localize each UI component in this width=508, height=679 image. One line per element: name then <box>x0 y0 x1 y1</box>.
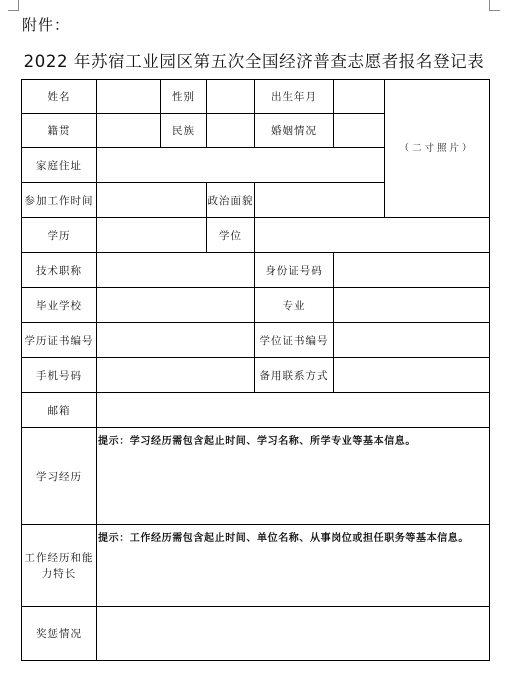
alt-contact-label: 备用联系方式 <box>255 358 334 393</box>
birth-field[interactable] <box>334 80 385 114</box>
table-row <box>22 288 490 323</box>
degree-cert-label: 学位证书编号 <box>255 323 334 358</box>
gender-label: 性别 <box>161 80 207 114</box>
work-history-hint: 提示：工作经历需包含起止时间、单位名称、从事岗位或担任职务等基本信息。 <box>98 533 469 544</box>
work-start-field[interactable] <box>97 183 207 218</box>
native-place-field[interactable] <box>97 114 161 148</box>
work-history-field[interactable] <box>97 525 490 607</box>
school-label: 毕业学校 <box>22 288 97 323</box>
photo-placeholder-label: （二寸照片） <box>399 143 475 154</box>
gender-field[interactable] <box>207 80 255 114</box>
work-start-label: 参加工作时间 <box>22 183 97 218</box>
awards-field[interactable] <box>97 607 490 661</box>
alt-contact-field[interactable] <box>334 358 490 393</box>
political-label: 政治面貌 <box>207 183 255 218</box>
email-label: 邮箱 <box>22 393 97 428</box>
name-field[interactable] <box>97 80 161 114</box>
native-place-label: 籍贯 <box>22 114 97 148</box>
photo-area[interactable] <box>385 80 490 218</box>
edu-cert-field[interactable] <box>97 323 255 358</box>
degree-field[interactable] <box>255 218 490 253</box>
birth-label: 出生年月 <box>255 80 334 114</box>
page-corner-mark-left <box>8 0 19 11</box>
marital-label: 婚姻情况 <box>255 114 334 148</box>
address-field[interactable] <box>97 148 385 183</box>
table-row <box>22 80 490 114</box>
education-label: 学历 <box>22 218 97 253</box>
phone-field[interactable] <box>97 358 255 393</box>
form-title: 2022 年苏宿工业园区第五次全国经济普查志愿者报名登记表 <box>23 52 485 71</box>
degree-cert-field[interactable] <box>334 323 490 358</box>
registration-form-table <box>21 79 490 661</box>
table-row <box>22 218 490 253</box>
attachment-label: 附件： <box>22 16 71 34</box>
table-row <box>22 358 490 393</box>
awards-label: 奖惩情况 <box>22 607 97 661</box>
phone-label: 手机号码 <box>22 358 97 393</box>
title-rank-label: 技术职称 <box>22 253 97 288</box>
work-history-label: 工作经历和能力特长 <box>24 551 94 580</box>
id-number-label: 身份证号码 <box>255 253 334 288</box>
name-label: 姓名 <box>22 80 97 114</box>
address-label: 家庭住址 <box>22 148 97 183</box>
page-corner-mark-right <box>489 0 500 11</box>
study-history-hint: 提示：学习经历需包含起止时间、学习名称、所学专业等基本信息。 <box>98 436 416 447</box>
edu-cert-label: 学历证书编号 <box>22 323 97 358</box>
table-row <box>22 607 490 661</box>
email-field[interactable] <box>97 393 490 428</box>
title-rank-field[interactable] <box>97 253 255 288</box>
table-row <box>22 428 490 525</box>
study-history-label: 学习经历 <box>22 428 97 525</box>
table-row <box>22 525 490 607</box>
major-field[interactable] <box>334 288 490 323</box>
political-field[interactable] <box>255 183 385 218</box>
table-row <box>22 323 490 358</box>
ethnicity-field[interactable] <box>207 114 255 148</box>
table-row <box>22 393 490 428</box>
table-row <box>22 253 490 288</box>
major-label: 专业 <box>255 288 334 323</box>
degree-label: 学位 <box>207 218 255 253</box>
study-history-field[interactable] <box>97 428 490 525</box>
education-field[interactable] <box>97 218 207 253</box>
ethnicity-label: 民族 <box>161 114 207 148</box>
work-history-label-cell <box>22 525 97 607</box>
school-field[interactable] <box>97 288 255 323</box>
id-number-field[interactable] <box>334 253 490 288</box>
marital-field[interactable] <box>334 114 385 148</box>
